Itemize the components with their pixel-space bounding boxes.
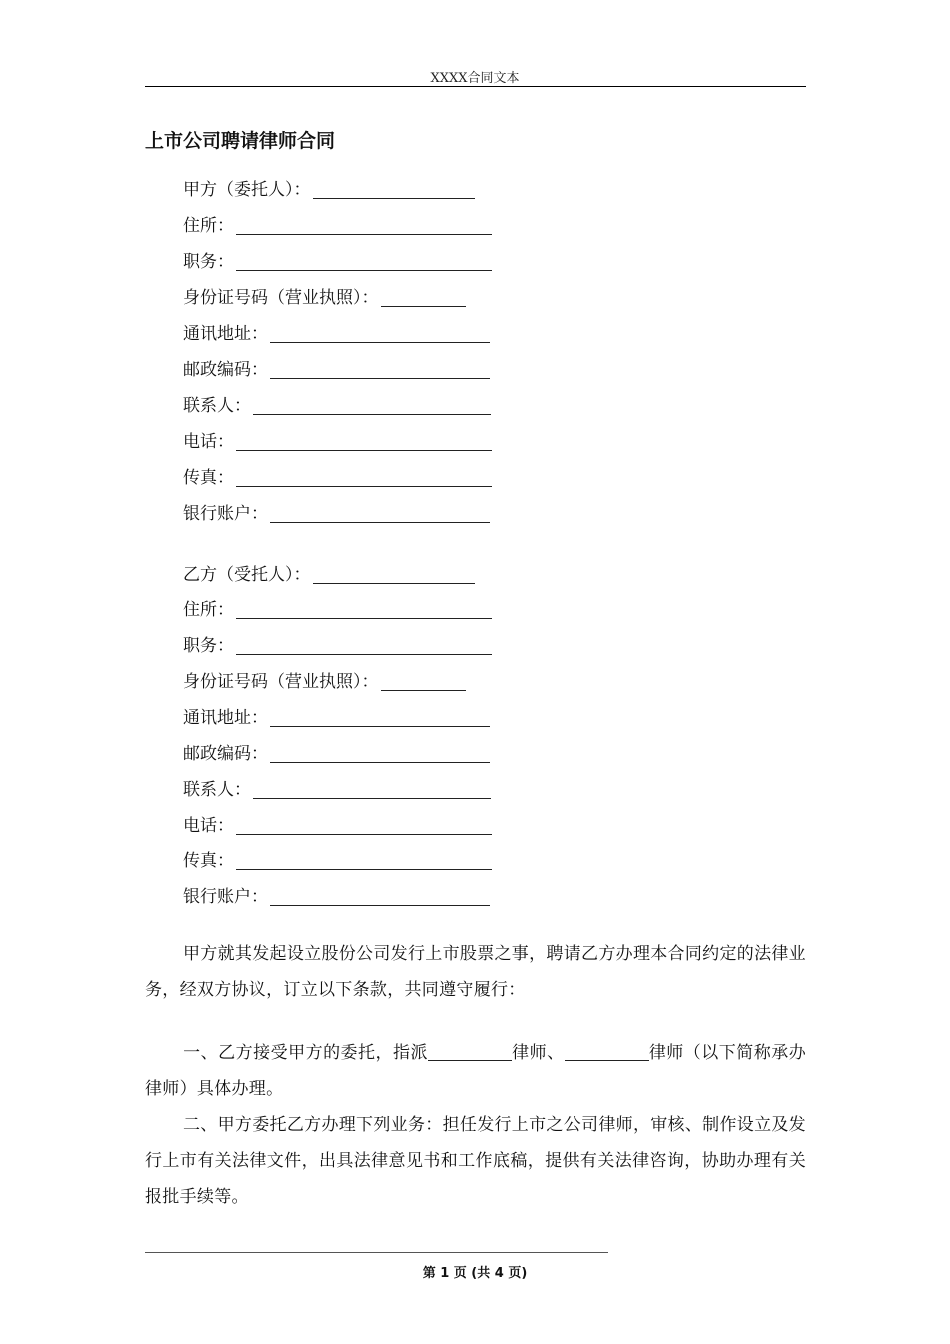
fill-in-line[interactable] [253, 778, 491, 799]
fill-in-line[interactable] [236, 430, 492, 451]
fill-in-line[interactable] [236, 814, 492, 835]
fill-in-line[interactable] [270, 502, 490, 523]
running-header: XXXX合同文本 [430, 71, 520, 86]
fill-in-line[interactable] [270, 706, 490, 727]
field-label: 邮政编码： [183, 744, 268, 764]
lawyer-name-blank-2[interactable] [565, 1042, 649, 1061]
field-label: 联系人： [183, 780, 251, 800]
field-label: 传真： [183, 468, 234, 488]
clause-1-paragraph [145, 1035, 806, 1107]
party-b-mail-field [183, 703, 490, 729]
party-b-phone-field [183, 811, 492, 837]
field-label: 乙方（受托人）： [183, 565, 311, 585]
party-b-address-field [183, 595, 492, 621]
fill-in-line[interactable] [236, 214, 492, 235]
fill-in-line[interactable] [236, 466, 492, 487]
clause-1-text-b: 律师、 [511, 1043, 565, 1063]
field-label: 身份证号码（营业执照）： [183, 288, 379, 308]
party-a-postcode-field [183, 355, 490, 381]
field-label: 身份证号码（营业执照）： [183, 672, 379, 692]
party-a-mail-field [183, 319, 490, 345]
fill-in-line[interactable] [381, 286, 466, 307]
field-label: 电话： [183, 432, 234, 452]
lawyer-name-blank-1[interactable] [428, 1042, 512, 1061]
party-b-id-field [183, 667, 466, 693]
fill-in-line[interactable] [270, 742, 490, 763]
field-label: 联系人： [183, 396, 251, 416]
footer-divider [145, 1252, 608, 1253]
field-label: 传真： [183, 851, 234, 871]
document-title: 上市公司聘请律师合同 [145, 130, 336, 152]
clause-2-paragraph [145, 1107, 806, 1215]
fill-in-line[interactable] [236, 634, 492, 655]
clause-1-text-c: 律师（以下简称承办律师）具体办理。 [145, 1043, 807, 1099]
party-a-id-field [183, 283, 466, 309]
field-label: 住所： [183, 600, 234, 620]
party-a-contact-field [183, 391, 491, 417]
fill-in-line[interactable] [270, 322, 490, 343]
intro-text: 甲方就其发起设立股份公司发行上市股票之事，聘请乙方办理本合同约定的法律业务，经双方协议，订立以下条款，共同遵守履行： [145, 944, 806, 1000]
field-label: 甲方（委托人）： [183, 180, 311, 200]
header-divider [145, 86, 806, 87]
party-b-fax-field [183, 846, 492, 872]
page-number: 第 1 页 (共 4 页) [422, 1266, 528, 1281]
fill-in-line[interactable] [236, 849, 492, 870]
party-a-phone-field [183, 427, 492, 453]
party-a-name-field [183, 175, 475, 201]
field-label: 银行账户： [183, 887, 268, 907]
party-b-name-field [183, 560, 475, 586]
clause-1-text-a: 一、乙方接受甲方的委托，指派 [183, 1043, 428, 1063]
party-b-bank-field [183, 882, 490, 908]
field-label: 银行账户： [183, 504, 268, 524]
field-label: 通讯地址： [183, 324, 268, 344]
fill-in-line[interactable] [313, 178, 475, 199]
fill-in-line[interactable] [270, 885, 490, 906]
field-label: 邮政编码： [183, 360, 268, 380]
party-b-contact-field [183, 775, 491, 801]
field-label: 电话： [183, 816, 234, 836]
fill-in-line[interactable] [236, 250, 492, 271]
fill-in-line[interactable] [313, 563, 475, 584]
fill-in-line[interactable] [270, 358, 490, 379]
party-a-bank-field [183, 499, 490, 525]
party-b-postcode-field [183, 739, 490, 765]
party-a-fax-field [183, 463, 492, 489]
field-label: 职务： [183, 252, 234, 272]
party-b-position-field [183, 631, 492, 657]
field-label: 通讯地址： [183, 708, 268, 728]
fill-in-line[interactable] [236, 598, 492, 619]
fill-in-line[interactable] [381, 670, 466, 691]
fill-in-line[interactable] [253, 394, 491, 415]
field-label: 住所： [183, 216, 234, 236]
intro-paragraph [145, 936, 806, 1008]
party-a-address-field [183, 211, 492, 237]
clause-2-text: 二、甲方委托乙方办理下列业务：担任发行上市之公司律师，审核、制作设立及发行上市有关法律文件，出具法律意见书和工作底稿，提供有关法律咨询，协助办理有关报批手续等。 [145, 1115, 806, 1207]
field-label: 职务： [183, 636, 234, 656]
party-a-position-field [183, 247, 492, 273]
